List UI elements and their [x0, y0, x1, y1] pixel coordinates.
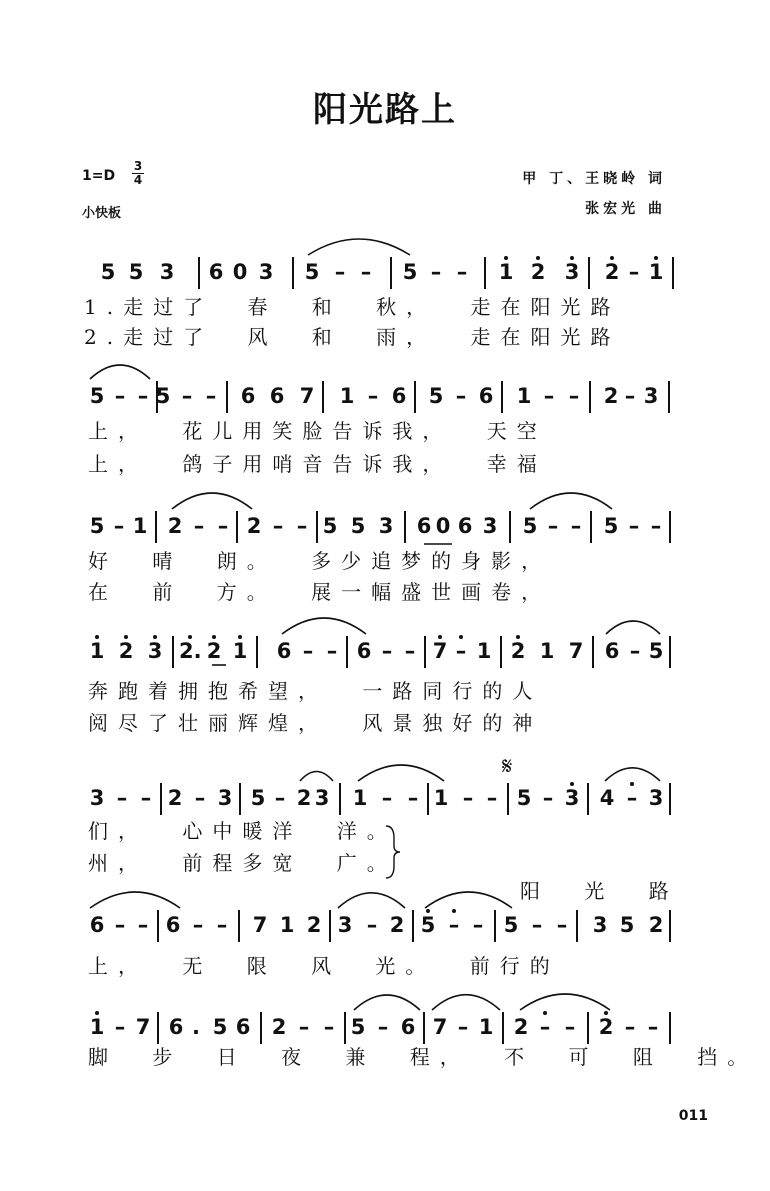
time-signature-bottom: 4 — [133, 173, 143, 187]
sustain-dash: – — [326, 639, 338, 663]
note-digit: 5 — [322, 514, 338, 538]
note-digit: 7 — [568, 639, 584, 663]
sustain-dash: – — [272, 514, 284, 538]
note-digit: 7 — [432, 1015, 448, 1039]
slur-arc — [300, 772, 333, 782]
note-digit: 7 — [432, 639, 448, 663]
note-digit: 1 — [498, 260, 514, 284]
note-digit: 1 — [478, 1015, 494, 1039]
notation-line-3 — [0, 511, 770, 543]
bar-line — [157, 1012, 159, 1044]
sustain-dash: – — [216, 913, 228, 937]
song-title: 阳光路上 — [313, 90, 457, 130]
note-digit: 3 — [89, 786, 105, 810]
slur-arc — [425, 892, 512, 908]
segno-sign: 𝄋 — [502, 752, 513, 780]
sustain-dash: – — [542, 786, 554, 810]
sustain-dash: – — [217, 514, 229, 538]
bar-line — [576, 910, 578, 942]
note-digit: 6 — [276, 639, 292, 663]
bar-line — [669, 511, 671, 543]
note-digit: 2 — [246, 514, 262, 538]
sustain-dash: – — [647, 1015, 659, 1039]
bar-line — [238, 910, 240, 942]
sustain-dash: – — [570, 514, 582, 538]
sustain-dash: – — [448, 913, 460, 937]
sustain-dash: – — [404, 639, 416, 663]
note-digit: 5 — [522, 514, 538, 538]
bar-line — [507, 783, 509, 815]
bar-line — [669, 636, 671, 668]
note-digit: 3 — [482, 514, 498, 538]
note-digit: 1 — [648, 260, 664, 284]
bar-line — [500, 636, 502, 668]
sustain-dash: – — [192, 913, 204, 937]
bar-line — [390, 257, 392, 289]
sustain-dash: – — [360, 260, 372, 284]
note-digit: 2 — [648, 913, 664, 937]
note-digit: 5 — [128, 260, 144, 284]
bar-line — [592, 636, 594, 668]
sustain-dash: – — [302, 639, 314, 663]
note-digit: 7 — [252, 913, 268, 937]
sustain-dash: – — [274, 786, 286, 810]
note-digit: 5 — [619, 913, 635, 937]
bar-line — [501, 381, 503, 413]
time-signature-top: 3 — [133, 159, 143, 173]
note-digit: 2 — [510, 639, 526, 663]
note-digit: 5 — [402, 260, 418, 284]
note-digit: 5 — [428, 384, 444, 408]
sustain-dash: – — [407, 786, 419, 810]
sustain-dash: – — [377, 1015, 389, 1039]
bar-line — [669, 783, 671, 815]
sustain-dash: – — [629, 639, 641, 663]
bar-line — [668, 381, 670, 413]
note-digit: 2 — [167, 786, 183, 810]
note-digit: 1 — [539, 639, 555, 663]
note-digit: 3 — [643, 384, 659, 408]
bar-line — [669, 1012, 671, 1044]
note-digit: 3 — [564, 786, 580, 810]
note-digit: 1 — [232, 639, 248, 663]
bar-line — [198, 257, 200, 289]
note-digit: . — [192, 1015, 200, 1039]
slur-arc — [338, 893, 405, 908]
note-digit: 3 — [564, 260, 580, 284]
sustain-dash: – — [367, 384, 379, 408]
note-digit: 2 — [167, 514, 183, 538]
note-digit: 5 — [350, 1015, 366, 1039]
lyric-line: 上， 无 限 风 光。 前行的 — [88, 954, 560, 978]
bar-line — [260, 1012, 262, 1044]
note-digit: 1 — [279, 913, 295, 937]
lyric-line: 奔跑着拥抱希望， 一路同行的人 — [88, 679, 543, 703]
sustain-dash: – — [114, 384, 126, 408]
note-digit: 6 — [235, 1015, 251, 1039]
note-digit: 6 — [391, 384, 407, 408]
note-digit: 5 — [89, 384, 105, 408]
note-digit: 6 — [400, 1015, 416, 1039]
slur-arc — [308, 239, 410, 255]
note-digit: 6 — [416, 514, 432, 538]
bar-line — [329, 910, 331, 942]
note-digit: 6 — [356, 639, 372, 663]
note-digit: 5 — [420, 913, 436, 937]
notation-line-6 — [0, 910, 770, 942]
sustain-dash: – — [547, 514, 559, 538]
bar-line — [322, 381, 324, 413]
note-digit: 2 — [118, 639, 134, 663]
note-digit: 1 — [476, 639, 492, 663]
slur-arc — [605, 768, 660, 781]
note-digit: 3 — [258, 260, 274, 284]
bar-line — [157, 910, 159, 942]
note-digit: 1 — [352, 786, 368, 810]
bar-line — [587, 1012, 589, 1044]
lyric-line: 州， 前程多宽 广。 — [88, 851, 397, 875]
slur-arc — [282, 618, 366, 634]
note-digit: 5 — [212, 1015, 228, 1039]
notation-line-4 — [0, 636, 770, 668]
note-digit: 3 — [378, 514, 394, 538]
note-digit: 2. — [179, 639, 202, 663]
lyric-line: 1.走过了 春 和 秋， 走在阳光路 — [84, 295, 621, 319]
sustain-dash: – — [462, 786, 474, 810]
page-number: 011 — [678, 1108, 708, 1124]
note-digit: 5 — [503, 913, 519, 937]
bar-line — [155, 511, 157, 543]
sustain-dash: – — [456, 260, 468, 284]
sustain-dash: – — [472, 913, 484, 937]
sustain-dash: – — [430, 260, 442, 284]
bar-line — [587, 783, 589, 815]
sustain-dash: – — [205, 384, 217, 408]
lyric-line: 阅尽了壮丽辉煌， 风景独好的神 — [88, 711, 543, 735]
note-digit: 2 — [271, 1015, 287, 1039]
note-digit: 2 — [598, 1015, 614, 1039]
sustain-dash: – — [116, 786, 128, 810]
note-digit: 5 — [155, 384, 171, 408]
note-digit: 6 — [165, 913, 181, 937]
note-digit: 1 — [132, 514, 148, 538]
note-digit: 2 — [603, 384, 619, 408]
note-digit: 2 — [306, 913, 322, 937]
sustain-dash: – — [381, 639, 393, 663]
slur-arc — [90, 892, 180, 908]
notation-line-7 — [0, 1012, 770, 1044]
note-digit: 5 — [648, 639, 664, 663]
note-digit: 1 — [516, 384, 532, 408]
bar-line — [502, 1012, 504, 1044]
note-digit: 2 — [206, 639, 222, 663]
note-digit: 0 — [232, 260, 248, 284]
sustain-dash: – — [137, 384, 149, 408]
bar-line — [423, 1012, 425, 1044]
bar-line — [292, 257, 294, 289]
slur-arc — [520, 994, 610, 1010]
composer-credit: 张宏光 曲 — [585, 201, 666, 217]
note-digit: 7 — [299, 384, 315, 408]
sustain-dash: – — [181, 384, 193, 408]
sustain-dash: – — [624, 384, 636, 408]
bar-line — [414, 381, 416, 413]
bar-line — [509, 511, 511, 543]
slur-arc — [354, 995, 420, 1010]
note-digit: 5 — [350, 514, 366, 538]
sustain-dash: – — [568, 384, 580, 408]
sustain-dash: – — [455, 639, 467, 663]
bar-line — [346, 636, 348, 668]
slur-arc — [530, 493, 612, 509]
slur-arc — [90, 365, 150, 379]
note-digit: 3 — [648, 786, 664, 810]
sustain-dash: – — [298, 1015, 310, 1039]
slur-arc — [432, 995, 500, 1010]
bar-line — [590, 511, 592, 543]
bar-line — [484, 257, 486, 289]
sustain-dash: – — [556, 913, 568, 937]
bar-line — [427, 783, 429, 815]
lyric-line: 们， 心中暖洋 洋。 — [88, 819, 397, 843]
lyricist-credit: 甲 丁、王晓岭 词 — [522, 171, 666, 187]
sustain-dash: – — [114, 913, 126, 937]
notation-line-2 — [0, 381, 770, 413]
note-digit: 1 — [89, 1015, 105, 1039]
note-digit: 1 — [433, 786, 449, 810]
note-digit: 6 — [208, 260, 224, 284]
note-digit: 5 — [100, 260, 116, 284]
slur-arc — [358, 765, 444, 781]
sustain-dash: – — [381, 786, 393, 810]
note-digit: 6 — [478, 384, 494, 408]
sustain-dash: – — [323, 1015, 335, 1039]
sustain-dash: – — [564, 1015, 576, 1039]
lyric-line: 上， 花儿用笑脸告诉我， 天空 — [88, 419, 547, 443]
sustain-dash: – — [486, 786, 498, 810]
note-digit: 3 — [314, 786, 330, 810]
bar-line — [239, 783, 241, 815]
sustain-dash: – — [137, 913, 149, 937]
note-digit: 7 — [135, 1015, 151, 1039]
bar-line — [256, 636, 258, 668]
sustain-dash: – — [366, 913, 378, 937]
note-digit: 3 — [159, 260, 175, 284]
note-digit: 3 — [592, 913, 608, 937]
note-digit: 3 — [147, 639, 163, 663]
note-digit: 2 — [389, 913, 405, 937]
note-digit: 6 — [269, 384, 285, 408]
note-digit: 6 — [604, 639, 620, 663]
note-digit: 1 — [89, 639, 105, 663]
sustain-dash: – — [296, 514, 308, 538]
note-digit: 6 — [168, 1015, 184, 1039]
bar-line — [236, 511, 238, 543]
note-digit: 5 — [304, 260, 320, 284]
sustain-dash: – — [626, 786, 638, 810]
note-digit: 2 — [604, 260, 620, 284]
sustain-dash: – — [193, 514, 205, 538]
lyric-line: 好 晴 朗。 多少追梦的身影， — [88, 549, 552, 573]
bar-line — [226, 381, 228, 413]
note-digit: 5 — [603, 514, 619, 538]
bar-line — [404, 511, 406, 543]
note-digit: 5 — [250, 786, 266, 810]
note-digit: 2 — [513, 1015, 529, 1039]
bar-line — [344, 1012, 346, 1044]
slur-arc — [606, 621, 660, 634]
sustain-dash: – — [140, 786, 152, 810]
note-digit: 2 — [530, 260, 546, 284]
sustain-dash: – — [455, 384, 467, 408]
sustain-dash: – — [114, 1015, 126, 1039]
note-digit: 0 — [435, 514, 451, 538]
slur-arc — [172, 493, 252, 509]
bar-line — [672, 257, 674, 289]
tempo-marking: 小快板 — [82, 206, 122, 221]
sustain-dash: – — [650, 514, 662, 538]
bar-line — [494, 910, 496, 942]
sustain-dash: – — [113, 514, 125, 538]
sustain-dash: – — [457, 1015, 469, 1039]
note-digit: 4 — [599, 786, 615, 810]
lyric-line: 2.走过了 风 和 雨， 走在阳光路 — [84, 325, 621, 349]
bar-line — [669, 910, 671, 942]
lyric-line: 脚 步 日 夜 兼 程， 不 可 阻 挡。 — [88, 1045, 758, 1069]
bar-line — [424, 636, 426, 668]
bar-line — [160, 783, 162, 815]
bar-line — [316, 511, 318, 543]
sustain-dash: – — [628, 514, 640, 538]
bar-line — [172, 636, 174, 668]
sustain-dash: – — [194, 786, 206, 810]
sustain-dash: – — [334, 260, 346, 284]
bar-line — [589, 381, 591, 413]
key-signature: 1=D — [82, 168, 116, 184]
bar-line — [339, 783, 341, 815]
sustain-dash: – — [531, 913, 543, 937]
note-digit: 6 — [457, 514, 473, 538]
note-digit: 6 — [89, 913, 105, 937]
notation-line-1 — [0, 257, 770, 289]
sustain-dash: – — [543, 384, 555, 408]
note-digit: 5 — [89, 514, 105, 538]
note-digit: 3 — [337, 913, 353, 937]
lyric-line: 上， 鸽子用哨音告诉我， 幸福 — [88, 452, 547, 476]
note-digit: 1 — [339, 384, 355, 408]
sustain-dash: – — [628, 260, 640, 284]
note-digit: 2 — [296, 786, 312, 810]
note-digit: 6 — [240, 384, 256, 408]
note-digit: 3 — [217, 786, 233, 810]
sustain-dash: – — [539, 1015, 551, 1039]
bar-line — [412, 910, 414, 942]
lyric-line: 在 前 方。 展一幅盛世画卷， — [88, 580, 552, 604]
note-digit: 5 — [516, 786, 532, 810]
lyric-line: 阳 光 路 — [520, 879, 679, 903]
bar-line — [588, 257, 590, 289]
sustain-dash: – — [624, 1015, 636, 1039]
time-signature — [132, 160, 144, 187]
notation-line-5 — [0, 783, 770, 815]
